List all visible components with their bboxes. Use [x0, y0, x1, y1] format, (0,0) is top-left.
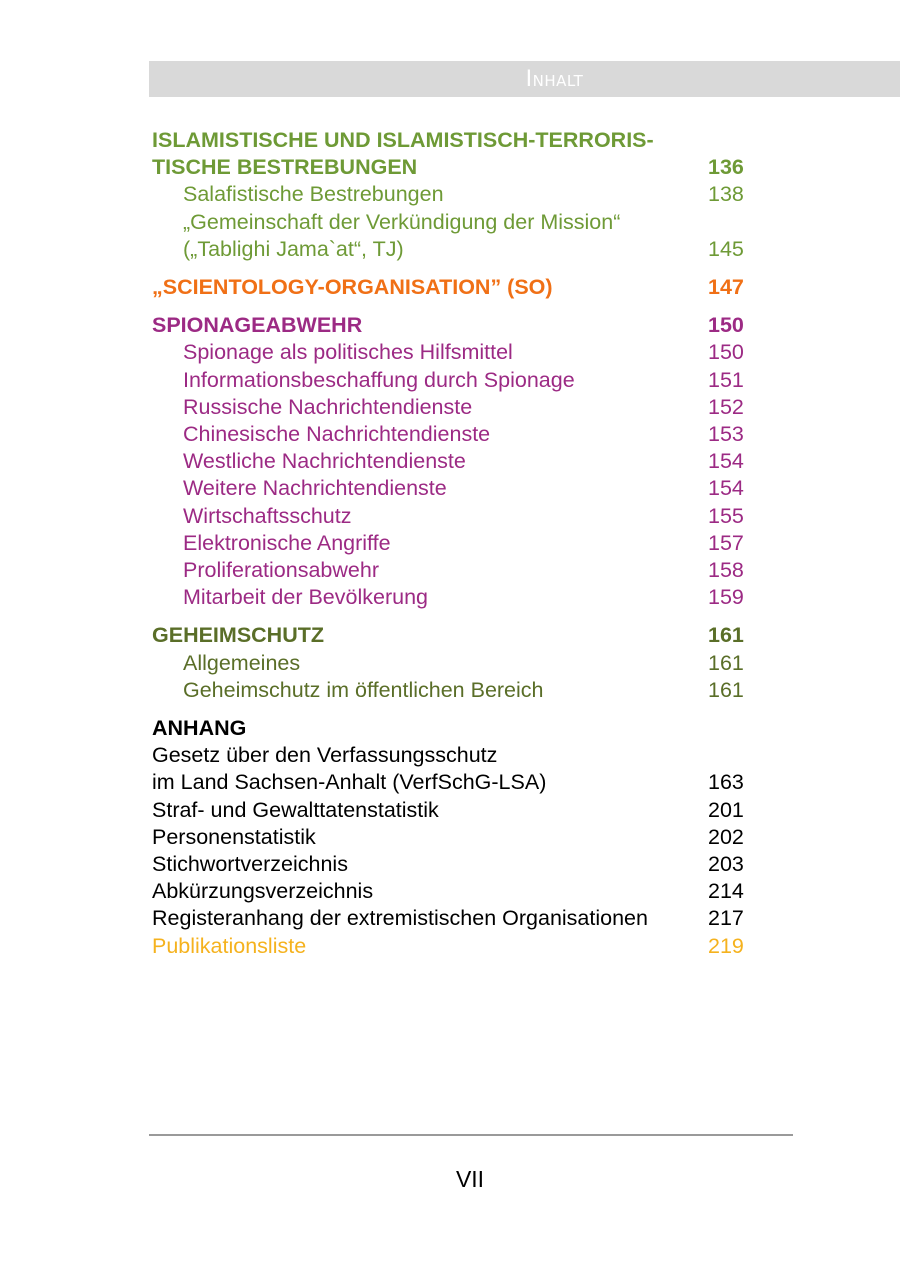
toc-page-number: 202 [708, 824, 744, 849]
toc-entry[interactable] [152, 475, 752, 502]
toc-entry[interactable] [152, 448, 752, 475]
table-of-contents [152, 127, 752, 971]
toc-entry-label: Weitere Nachrichtendienste [183, 476, 447, 501]
toc-entry-label: Wirtschaftsschutz [183, 503, 352, 528]
toc-page-number: 161 [708, 650, 744, 675]
toc-section-scientology [152, 274, 752, 301]
footer-divider [149, 1134, 793, 1136]
toc-page-number: 161 [708, 677, 744, 702]
toc-page-number: 136 [708, 155, 744, 180]
toc-entry[interactable] [152, 181, 752, 208]
toc-page-number: 147 [708, 275, 744, 300]
toc-entry-label: Russische Nachrichtendienste [183, 394, 473, 419]
toc-page-number: 155 [708, 503, 744, 528]
toc-page-number: 203 [708, 852, 744, 877]
toc-entry-label: („Tablighi Jama`at“, TJ) [183, 236, 404, 261]
toc-heading[interactable] [152, 715, 752, 742]
toc-entry-label: Straf- und Gewalttatenstatistik [152, 797, 439, 822]
page-number: VII [455, 1166, 485, 1192]
toc-page-number: 163 [708, 770, 744, 795]
toc-entry[interactable] [152, 367, 752, 394]
toc-entry-label: Informationsbeschaffung durch Spionage [183, 367, 575, 392]
toc-page-number: 150 [708, 313, 744, 338]
toc-heading[interactable] [152, 154, 752, 181]
toc-entry[interactable] [152, 209, 752, 236]
toc-heading-label: ANHANG [152, 716, 247, 741]
toc-section-islamismus [152, 127, 752, 263]
toc-entry[interactable] [152, 530, 752, 557]
toc-entry[interactable] [152, 421, 752, 448]
toc-entry[interactable] [152, 584, 752, 611]
toc-page-number: 214 [708, 879, 744, 904]
toc-page-number: 151 [708, 367, 744, 392]
toc-heading[interactable] [152, 622, 752, 649]
toc-entry-label: im Land Sachsen-Anhalt (VerfSchG-LSA) [152, 770, 547, 795]
toc-entry-label: Spionage als politisches Hilfsmittel [183, 340, 513, 365]
toc-page-number: 161 [708, 623, 744, 648]
toc-page-number: 152 [708, 394, 744, 419]
toc-section-spionage [152, 312, 752, 611]
header-title: Inhalt [525, 66, 584, 92]
toc-heading-label: GEHEIMSCHUTZ [152, 623, 324, 648]
toc-entry[interactable] [152, 797, 752, 824]
toc-entry[interactable] [152, 824, 752, 851]
toc-entry[interactable] [152, 677, 752, 704]
toc-entry[interactable] [152, 503, 752, 530]
toc-page-number: 153 [708, 422, 744, 447]
toc-page-number: 158 [708, 558, 744, 583]
toc-entry-label: Salafistische Bestrebungen [183, 182, 444, 207]
toc-entry-label: „Gemeinschaft der Verkündigung der Mission“ [183, 209, 621, 234]
toc-heading[interactable] [152, 127, 752, 154]
toc-entry-label: Elektronische Angriffe [183, 530, 391, 555]
toc-entry-label: Publikationsliste [152, 933, 307, 958]
toc-section-geheimschutz [152, 622, 752, 704]
toc-page-number: 154 [708, 449, 744, 474]
toc-page-number: 159 [708, 585, 744, 610]
toc-entry-label: Geheimschutz im öffentlichen Bereich [183, 677, 544, 702]
toc-page-number: 219 [708, 933, 744, 958]
toc-page-number: 201 [708, 797, 744, 822]
toc-entry-label: Stichwortverzeichnis [152, 852, 348, 877]
toc-entry-label: Chinesische Nachrichtendienste [183, 422, 491, 447]
toc-entry-label: Allgemeines [183, 650, 301, 675]
toc-entry-label: Gesetz über den Verfassungsschutz [152, 743, 498, 768]
toc-page-number: 217 [708, 906, 744, 931]
toc-entry[interactable] [152, 851, 752, 878]
toc-heading[interactable] [152, 274, 752, 301]
toc-page-number: 145 [708, 236, 744, 261]
toc-heading-label: TISCHE BESTREBUNGEN [152, 155, 418, 180]
toc-entry-publikationsliste[interactable] [152, 933, 752, 960]
toc-entry[interactable] [152, 742, 752, 769]
toc-entry-label: Mitarbeit der Bevölkerung [183, 585, 428, 610]
toc-page-number: 154 [708, 476, 744, 501]
toc-heading[interactable] [152, 312, 752, 339]
toc-heading-label: SPIONAGEABWEHR [152, 313, 363, 338]
toc-entry[interactable] [152, 236, 752, 263]
toc-entry-label: Proliferationsabwehr [183, 558, 379, 583]
toc-entry[interactable] [152, 557, 752, 584]
toc-entry-label: Registeranhang der extremistischen Organisationen [152, 906, 648, 931]
toc-entry[interactable] [152, 905, 752, 932]
toc-entry[interactable] [152, 878, 752, 905]
running-header [149, 61, 900, 97]
toc-heading-label: ISLAMISTISCHE UND ISLAMISTISCH-TERRORIS- [152, 128, 654, 152]
toc-page-number: 157 [708, 530, 744, 555]
toc-entry[interactable] [152, 769, 752, 796]
toc-entry[interactable] [152, 339, 752, 366]
toc-heading-label: „SCIENTOLOGY-ORGANISATION” (SO) [152, 275, 553, 300]
toc-entry-label: Westliche Nachrichtendienste [183, 449, 466, 474]
toc-section-anhang [152, 715, 752, 960]
toc-entry[interactable] [152, 394, 752, 421]
toc-entry-label: Personenstatistik [152, 824, 316, 849]
toc-page-number: 150 [708, 340, 744, 365]
toc-entry-label: Abkürzungsverzeichnis [152, 879, 374, 904]
toc-entry[interactable] [152, 650, 752, 677]
toc-page-number: 138 [708, 182, 744, 207]
